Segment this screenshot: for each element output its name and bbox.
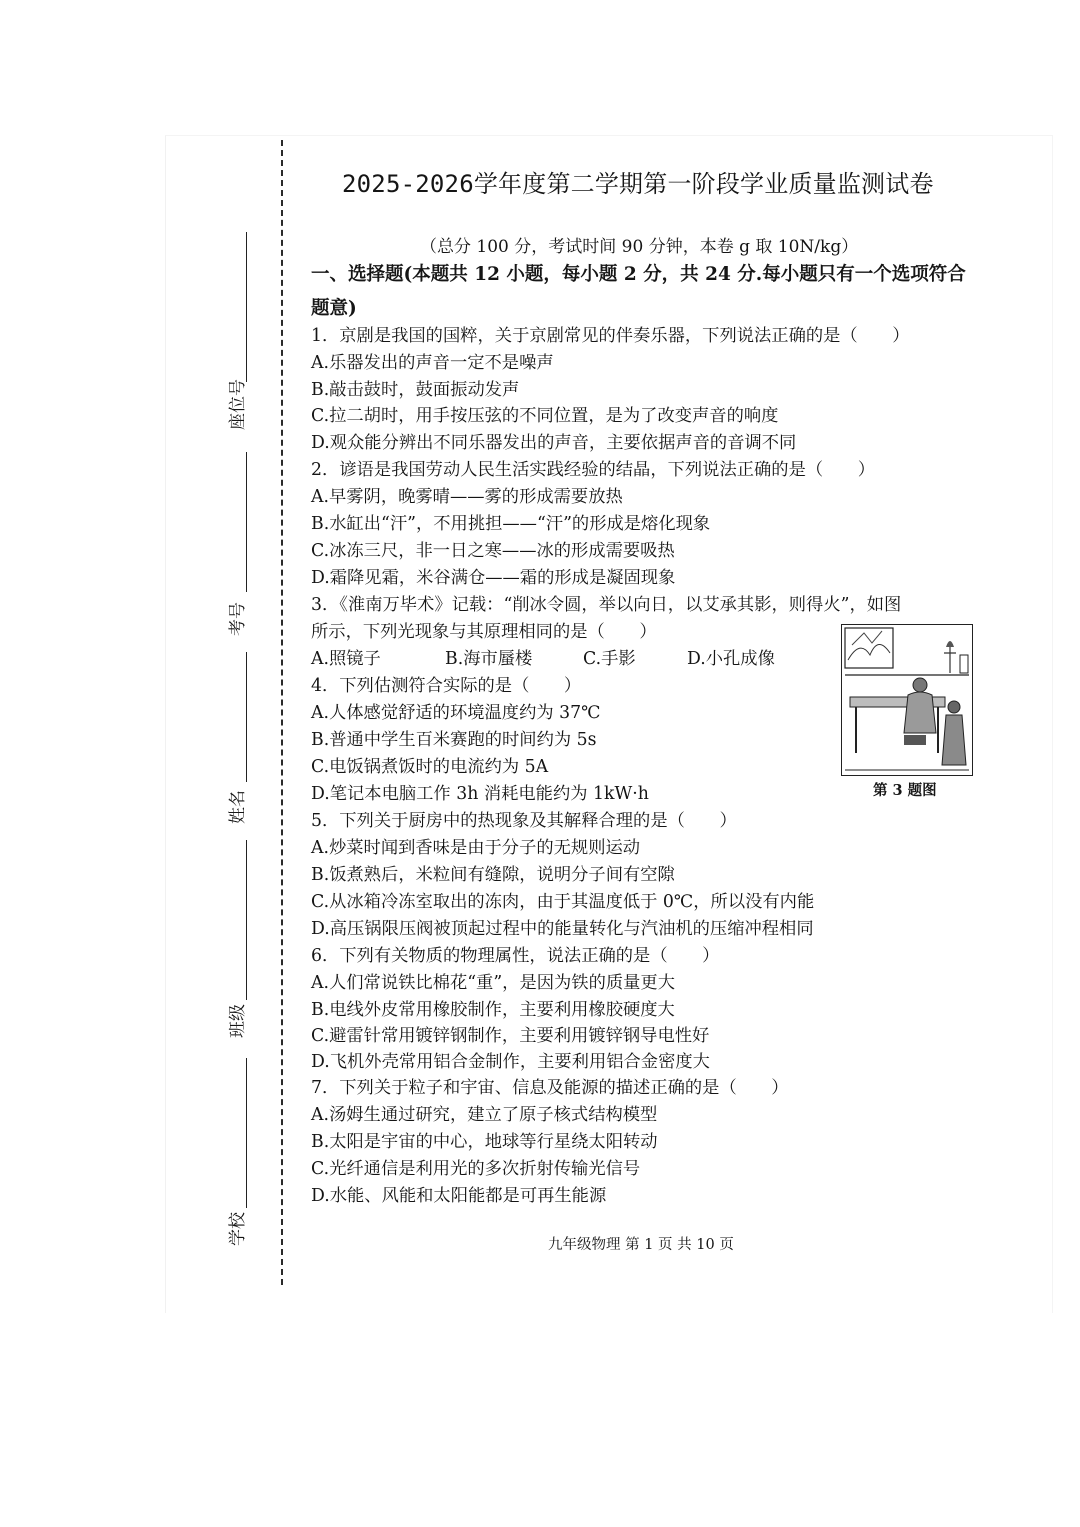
question-2-stem: 2．谚语是我国劳动人民生活实践经验的结晶，下列说法正确的是（ ）: [311, 460, 875, 480]
question-2-option-d: D.霜降见霜，米谷满仓——霜的形成是凝固现象: [311, 568, 676, 588]
binding-line-class: [246, 840, 247, 1000]
question-5-option-c: C.从冰箱冷冻室取出的冻肉，由于其温度低于 0℃，所以没有内能: [311, 892, 815, 912]
question-4-option-a: A.人体感觉舒适的环境温度约为 37℃: [311, 703, 601, 723]
ancient-scene-illustration: [842, 625, 972, 775]
question-1-option-d: D.观众能分辨出不同乐器发出的声音，主要依据声音的音调不同: [311, 433, 797, 453]
question-3-figure: [841, 624, 973, 776]
question-5-stem: 5．下列关于厨房中的热现象及其解释合理的是（ ）: [311, 811, 737, 831]
question-6-stem: 6．下列有关物质的物理属性，说法正确的是（ ）: [311, 946, 720, 966]
question-4-option-d: D.笔记本电脑工作 3h 消耗电能约为 1kW·h: [311, 784, 649, 804]
figure-caption: 第 3 题图: [873, 782, 937, 799]
question-1-stem: 1．京剧是我国的国粹，关于京剧常见的伴奏乐器，下列说法正确的是（ ）: [311, 326, 910, 346]
name-label: 姓名: [228, 790, 248, 824]
seat-number-label: 座位号: [228, 379, 248, 430]
class-label: 班级: [228, 1004, 248, 1038]
question-1-option-a: A.乐器发出的声音一定不是噪声: [311, 353, 554, 373]
question-4-option-c: C.电饭锅煮饭时的电流约为 5A: [311, 757, 549, 777]
question-1-option-c: C.拉二胡时，用手按压弦的不同位置，是为了改变声音的响度: [311, 406, 779, 426]
question-5-option-a: A.炒菜时闻到香味是由于分子的无规则运动: [311, 838, 641, 858]
question-4-stem: 4．下列估测符合实际的是（ ）: [311, 676, 582, 696]
binding-line-exam-number: [246, 452, 247, 592]
binding-line-name: [246, 652, 247, 782]
question-2-option-a: A.早雾阴，晚雾晴——雾的形成需要放热: [311, 487, 623, 507]
question-1-option-b: B.敲击鼓时，鼓面振动发声: [311, 380, 520, 400]
question-4-option-b: B.普通中学生百米赛跑的时间约为 5s: [311, 730, 597, 750]
question-5-option-b: B.饭煮熟后，米粒间有缝隙，说明分子间有空隙: [311, 865, 675, 885]
question-3-option-b: B.海市蜃楼: [445, 649, 533, 669]
question-3-stem: 3．《淮南万毕术》记载：“削冰令圆，举以向日，以艾承其影，则得火”，如图: [311, 595, 902, 615]
question-3-options: [311, 644, 775, 669]
binding-line-seat: [246, 232, 247, 382]
question-7-option-c: C.光纤通信是利用光的多次折射传输光信号: [311, 1159, 641, 1179]
exam-subtitle: （总分 100 分，考试时间 90 分钟，本卷 g 取 10N/kg）: [420, 237, 859, 257]
exam-number-label: 考号: [228, 602, 248, 636]
section-title-cont: 题意): [311, 298, 357, 319]
exam-title: 2025-2026学年度第二学期第一阶段学业质量监测试卷: [342, 170, 934, 198]
question-2-option-c: C.冰冻三尺，非一日之寒——冰的形成需要吸热: [311, 541, 675, 561]
question-7-option-b: B.太阳是宇宙的中心，地球等行星绕太阳转动: [311, 1132, 658, 1152]
school-label: 学校: [228, 1212, 248, 1246]
question-6-option-a: A.人们常说铁比棉花“重”，是因为铁的质量更大: [311, 973, 675, 993]
question-3-stem-cont: 所示，下列光现象与其原理相同的是（ ）: [311, 622, 657, 642]
question-6-option-c: C.避雷针常用镀锌钢制作，主要利用镀锌钢导电性好: [311, 1026, 710, 1046]
question-7-option-a: A.汤姆生通过研究，建立了原子核式结构模型: [311, 1105, 658, 1125]
section-title: 一、选择题(本题共 12 小题，每小题 2 分，共 24 分.每小题只有一个选项符合: [311, 264, 966, 285]
question-3-option-a: A.照镜子: [311, 649, 381, 669]
question-3-option-c: C.手影: [583, 649, 636, 669]
question-7-option-d: D.水能、风能和太阳能都是可再生能源: [311, 1186, 607, 1206]
question-6-option-b: B.电线外皮常用橡胶制作，主要利用橡胶硬度大: [311, 1000, 675, 1020]
question-6-option-d: D.飞机外壳常用铝合金制作，主要利用铝合金密度大: [311, 1052, 710, 1072]
question-3-option-d: D.小孔成像: [687, 649, 775, 669]
question-5-option-d: D.高压锅限压阀被顶起过程中的能量转化与汽油机的压缩冲程相同: [311, 919, 814, 939]
question-2-option-b: B.水缸出“汗”，不用挑担——“汗”的形成是熔化现象: [311, 514, 711, 534]
page-footer: 九年级物理 第 1 页 共 10 页: [548, 1237, 734, 1253]
binding-line-school: [246, 1058, 247, 1208]
question-7-stem: 7．下列关于粒子和宇宙、信息及能源的描述正确的是（ ）: [311, 1078, 789, 1098]
binding-dashed-line: [281, 140, 283, 1285]
